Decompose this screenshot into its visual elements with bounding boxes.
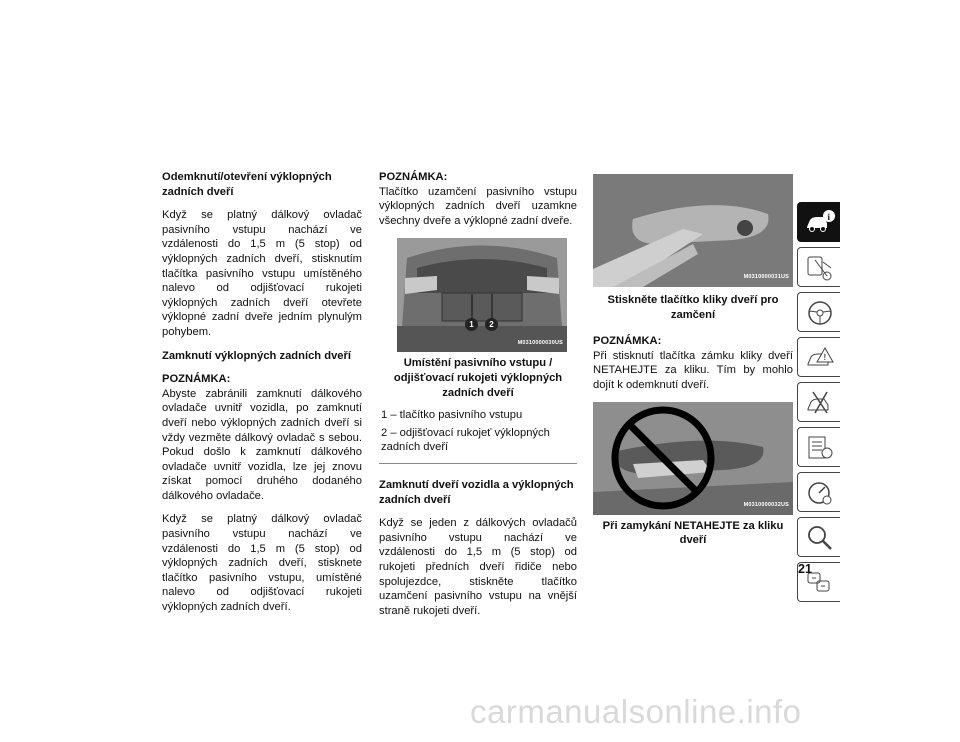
svg-text:i: i (827, 212, 831, 222)
tab-safety[interactable] (797, 247, 840, 287)
note-text: Tlačítko uzamčení pasivního vstupu výklopných zadních dveří uzamkne všechny dveře a výklopné zadní dveře. (379, 185, 577, 227)
watermark: carmanualsonline.info (470, 693, 802, 730)
note-title: POZNÁMKA: (593, 335, 662, 348)
tab-service[interactable] (797, 382, 840, 422)
note-do-not-pull (593, 334, 793, 392)
liftgate-photo (397, 238, 567, 352)
tab-emergency[interactable] (797, 337, 840, 377)
tab-vehicle-info[interactable] (797, 202, 840, 242)
divider (379, 463, 577, 464)
figure-caption-1: Stiskněte tlačítko kliky dveří pro zamčení (607, 294, 779, 321)
door-handle-photo (593, 174, 793, 287)
maintenance-list-icon (805, 434, 835, 462)
paragraph-lock: Když se platný dálkový ovladač pasivního vstupu nachází ve vzdálenosti do 1,5 m (5 stop) od výklopných zadních dveří, stisknete tlačítko pasivního vstupu, umístěné nalevo od odjišťovací rukojeti výklopných zadních dveří. (162, 513, 362, 614)
car-info-icon (805, 209, 835, 235)
note-text: Při stisknutí tlačítka zámku kliky dveří NETAHEJTE za kliku. Tím by mohlo dojít k odemknutí dveří. (593, 349, 793, 391)
image-code: M0310000030US (517, 339, 563, 346)
legend-item-2: 2 – odjišťovací rukojeť výklopných zadních dveří (381, 426, 550, 454)
chapter-tabs (797, 202, 840, 607)
note-text: Abyste zabránili zamknutí dálkového ovladače uvnitř vozidla, po zamknutí dveří nebo výklopných zadních dveří si vždy vezměte dálkový ovladač s sebou. Pokud došlo k zamknutí dálkového ovladače uvnitř vozidla, lze jej znovu získat pomocí druhého dodaného dálkového ovladače. (162, 387, 362, 502)
callout-1: 1 (465, 318, 478, 331)
legend-item-1: 1 – tlačítko pasivního vstupu (381, 409, 523, 422)
paragraph-lock-vehicle: Když se jeden z dálkových ovladačů pasivního vstupu nachází ve vzdálenosti do 1,5 m (5 stop) od rukojeti předních dveří řidiče nebo spolujezdce, stiskněte tlačítko uzamčení pasivního vstupu na vnější straně rukojeti dveří. (379, 517, 577, 617)
image-code: M0310000031US (743, 274, 789, 281)
search-icon (805, 524, 835, 552)
heading-unlock-liftgate: Odemknutí/otevření výklopných zadních dveří (162, 171, 332, 198)
figure-caption: Umístění pasivního vstupu / odjišťovací rukojeti výklopných zadních dveří (393, 357, 563, 399)
page-number: 21 (798, 562, 812, 576)
tab-maintenance[interactable] (797, 427, 840, 467)
note-title: POZNÁMKA: (379, 171, 448, 183)
callout-2: 2 (485, 318, 498, 331)
steering-wheel-icon (805, 299, 835, 327)
figure-caption-2: Při zamykání NETAHEJTE za kliku dveří (602, 519, 784, 547)
gauge-settings-icon (805, 479, 835, 507)
note-title: POZNÁMKA: (162, 373, 231, 386)
seatbelt-airbag-icon (805, 254, 835, 282)
image-code: M0310000032US (743, 501, 789, 508)
column-middle (379, 170, 577, 627)
svg-text:!: ! (823, 353, 827, 362)
note-key-fob (162, 372, 362, 503)
paragraph-unlock: Když se platný dálkový ovladač pasivního vstupu nachází ve vzdálenosti do 1,5 m (5 stop) od výklopných zadních dveří, stisknutím tlačítka pasivního vstupu umístěného nalevo od odjišťovací rukojeti výklopných zadních dveří otevřete výklopné zadní dveře jedním plynulým pohybem. (162, 209, 362, 338)
tools-car-icon (805, 389, 835, 417)
heading-lock-liftgate: Zamknutí výklopných zadních dveří (162, 349, 351, 362)
warning-car-icon (805, 344, 835, 372)
note-liftgate-lock (379, 170, 577, 228)
tab-index[interactable] (797, 517, 840, 557)
heading-lock-vehicle: Zamknutí dveří vozidla a výklopných zadních dveří (379, 478, 574, 506)
column-left (162, 170, 362, 624)
tab-technical[interactable] (797, 472, 840, 512)
do-not-pull-photo (593, 402, 793, 515)
column-right (593, 174, 793, 556)
tab-driving[interactable] (797, 292, 840, 332)
